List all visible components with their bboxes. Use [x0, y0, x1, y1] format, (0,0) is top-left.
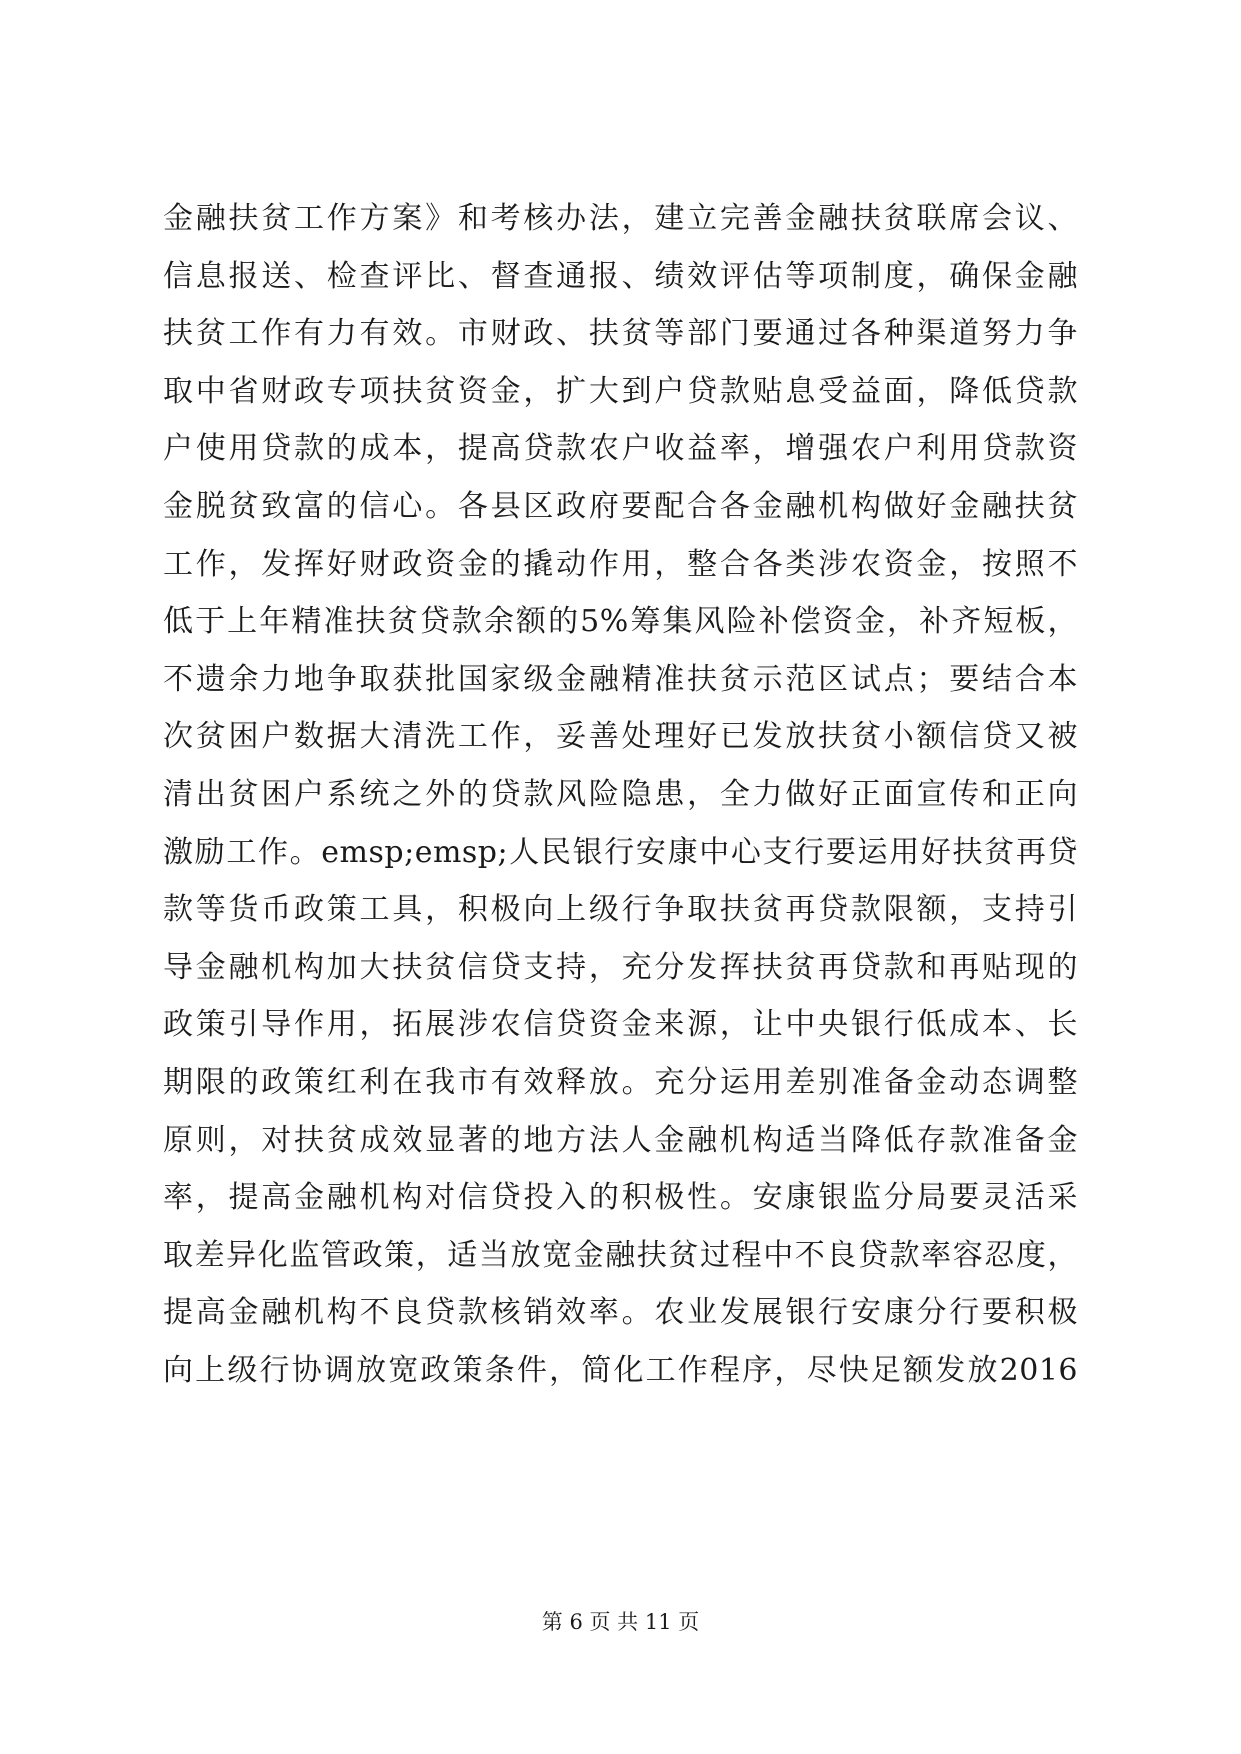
- text-line: 政策引导作用，拓展涉农信贷资金来源，让中央银行低成本、长: [163, 1007, 1078, 1043]
- text-line: 提高金融机构不良贷款核销效率。农业发展银行安康分行要积极: [163, 1295, 1078, 1331]
- page-number: 第 6 页 共 11 页: [541, 1610, 700, 1634]
- text-line: 取差异化监管政策，适当放宽金融扶贫过程中不良贷款率容忍度，: [163, 1237, 1078, 1273]
- text-line: 扶贫工作有力有效。市财政、扶贫等部门要通过各种渠道努力争: [163, 316, 1078, 352]
- text-line: 率，提高金融机构对信贷投入的积极性。安康银监分局要灵活采: [163, 1180, 1078, 1216]
- text-line: 信息报送、检查评比、督查通报、绩效评估等项制度，确保金融: [163, 258, 1078, 294]
- text-line: 期限的政策红利在我市有效释放。充分运用差别准备金动态调整: [163, 1064, 1078, 1100]
- text-line: 不遗余力地争取获批国家级金融精准扶贫示范区试点；要结合本: [163, 661, 1078, 697]
- document-body: [163, 190, 1078, 1399]
- text-line: 低于上年精准扶贫贷款余额的5%筹集风险补偿资金，补齐短板，: [163, 604, 1078, 640]
- text-line: 向上级行协调放宽政策条件，简化工作程序，尽快足额发放2016: [163, 1352, 1078, 1388]
- text-line: 原则，对扶贫成效显著的地方法人金融机构适当降低存款准备金: [163, 1122, 1078, 1158]
- text-line: 激励工作。emsp;emsp;人民银行安康中心支行要运用好扶贫再贷: [163, 834, 1078, 870]
- text-line: 款等货币政策工具，积极向上级行争取扶贫再贷款限额，支持引: [163, 892, 1078, 928]
- text-line: 次贫困户数据大清洗工作，妥善处理好已发放扶贫小额信贷又被: [163, 719, 1078, 755]
- text-line: 金脱贫致富的信心。各县区政府要配合各金融机构做好金融扶贫: [163, 488, 1078, 524]
- text-line: 户使用贷款的成本，提高贷款农户收益率，增强农户利用贷款资: [163, 431, 1078, 467]
- text-line: 清出贫困户系统之外的贷款风险隐患，全力做好正面宣传和正向: [163, 776, 1078, 812]
- text-line: 金融扶贫工作方案》和考核办法，建立完善金融扶贫联席会议、: [163, 201, 1078, 236]
- text-line: 导金融机构加大扶贫信贷支持，充分发挥扶贫再贷款和再贴现的: [163, 949, 1078, 985]
- text-line: 工作，发挥好财政资金的撬动作用，整合各类涉农资金，按照不: [163, 546, 1078, 582]
- text-line: 取中省财政专项扶贫资金，扩大到户贷款贴息受益面，降低贷款: [163, 373, 1078, 409]
